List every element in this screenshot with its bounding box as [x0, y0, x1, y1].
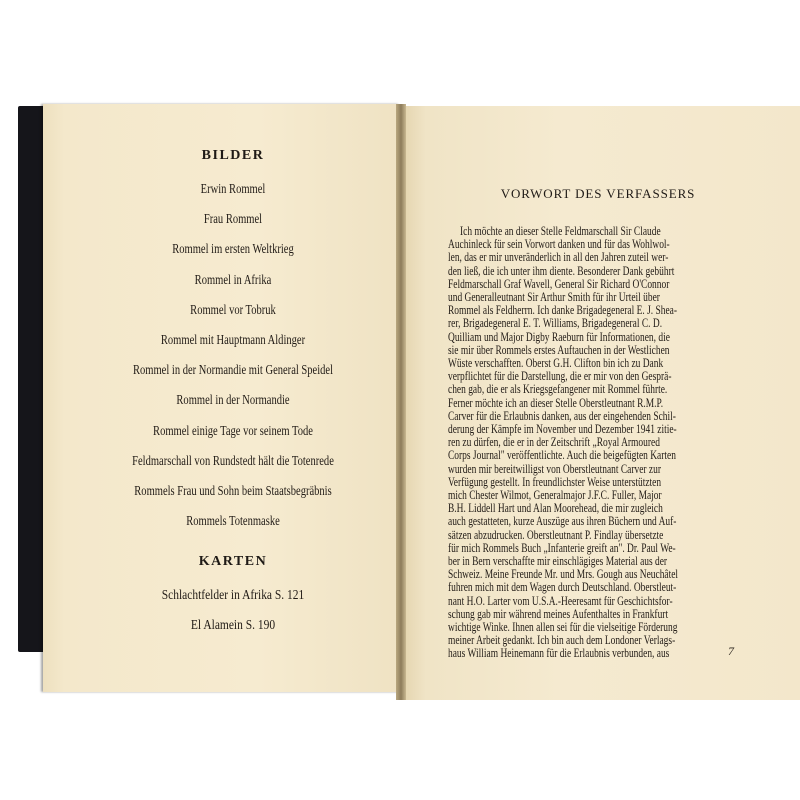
text-line: meiner Arbeit gedankt. Ich bin auch dem Londoner Verlags-: [448, 633, 676, 648]
image-list-item: Rommels Totenmaske: [186, 513, 280, 529]
text-line: Feldmarschall Graf Wavell, General Sir Richard O'Connor: [448, 276, 670, 291]
image-list-item: Feldmarschall von Rundstedt hält die Totenrede: [132, 452, 334, 468]
text-line: fuhren mich mit dem Wagen durch Deutschland. Oberstleut-: [448, 580, 677, 595]
map-list-item: El Alamein S. 190: [190, 618, 276, 633]
text-line: haus William Heinemann für die Erlaubnis verbunden, aus: [448, 646, 670, 661]
image-list-item: Rommel in der Normandie mit General Speidel: [132, 362, 334, 378]
image-list-item: Rommel einige Tage vor seinem Tode: [153, 422, 313, 438]
text-line: Auchinleck für sein Vorwort danken und für das Wohlwol-: [448, 237, 670, 252]
text-line: verpflichtet für die Darstellung, die er mir von den Gesprä-: [448, 369, 672, 384]
text-line: Quilliam und Major Digby Raeburn für Informationen, die: [448, 329, 670, 344]
text-line: für mich Rommels Buch „Infanterie greift an". Dr. Paul We-: [448, 540, 676, 555]
image-list-item: Erwin Rommel: [200, 181, 266, 196]
text-line: und Generalleutnant Sir Arthur Smith für ihr Urteil über: [448, 290, 660, 304]
image-list-item: Frau Rommel: [203, 211, 263, 227]
text-line: chen gab, die er als Kriegsgefangener mit Rommel führte.: [448, 382, 668, 397]
bilder-heading: BILDER: [201, 148, 265, 163]
map-list-item: Schlachtfelder in Afrika S. 121: [161, 588, 305, 603]
text-line: den ließ, die ich unter ihm diente. Besonderer Dank gebührt: [448, 263, 675, 278]
text-line: B.H. Liddell Hart und Alan Moorehead, die mir zugleich: [448, 501, 663, 516]
text-line: nant H.O. Larter vom U.S.A.-Heeresamt für Geschichtsfor-: [448, 593, 673, 608]
text-line: ber in Bern verschaffte mir einschlägiges Material aus der: [448, 554, 668, 568]
text-line: wurden mir bereitwilligst von Oberstleutnant Carver zur: [448, 461, 661, 476]
image-list-item: Rommels Frau und Sohn beim Staatsbegräbnis: [134, 483, 332, 498]
vorwort-heading: VORWORT DES VERFASSERS: [500, 186, 696, 201]
text-line: mich Chester Wilmot, Generalmajor J.F.C. Fuller, Major: [448, 488, 662, 502]
text-line: Verfügung gestellt. In freundlichster Weise unterstützten: [448, 474, 662, 489]
text-line: Ferner möchte ich an dieser Stelle Oberstleutnant R.M.P.: [448, 395, 664, 410]
text-line: sie mir über Rommels erstes Auftauchen in der Westlichen: [448, 342, 670, 357]
text-line: sätzen abzudrucken. Oberstleutnant P. Findlay übersetzte: [448, 527, 664, 542]
text-line: Rommel als Feldherrn. Ich danke Brigadegeneral E. J. Shea-: [448, 303, 677, 318]
text-line: Schweiz. Meine Freunde Mr. und Mrs. Gough aus Neuchâtel: [448, 567, 679, 582]
text-line: len, das er mir unveränderlich in all den Jahren zuteil wer-: [448, 250, 669, 265]
text-line: auch gestatteten, kurze Auszüge aus ihren Büchern und Auf-: [448, 514, 677, 529]
image-list-item: Rommel im ersten Weltkrieg: [172, 241, 294, 257]
text-line: Ich möchte an dieser Stelle Feldmarschall Sir Claude: [460, 224, 661, 238]
image-list-item: Rommel vor Tobruk: [190, 301, 276, 317]
image-list-item: Rommel mit Hauptmann Aldinger: [160, 332, 306, 347]
karten-heading: KARTEN: [198, 554, 268, 569]
image-list-item: Rommel in der Normandie: [176, 392, 290, 408]
text-line: Carver für die Erlaubnis danken, aus der eingehenden Schil-: [448, 408, 676, 423]
text-line: wichtige Winke. Ihnen allen sei für die vielseitige Förderung: [448, 620, 678, 634]
text-line: schung gab mir während meines Aufenthaltes in Frankfurt: [448, 606, 669, 621]
text-line: ren zu dürfen, die er in der Zeitschrift „Royal Armoured: [448, 435, 660, 450]
text-line: Wüste verschafften. Oberst G.H. Clifton bin ich zu Dank: [448, 356, 664, 370]
page-number: 7: [728, 644, 734, 658]
book-gutter: [396, 104, 406, 700]
text-line: derung der Kämpfe im November und Dezember 1941 zitie-: [448, 422, 677, 436]
image-list-item: Rommel in Afrika: [194, 271, 272, 287]
text-line: Corps Journal" veröffentlichte. Auch die beigefügten Karten: [448, 448, 676, 463]
text-line: rer, Brigadegeneral E. T. Williams, Brigadegeneral C. D.: [448, 316, 663, 331]
